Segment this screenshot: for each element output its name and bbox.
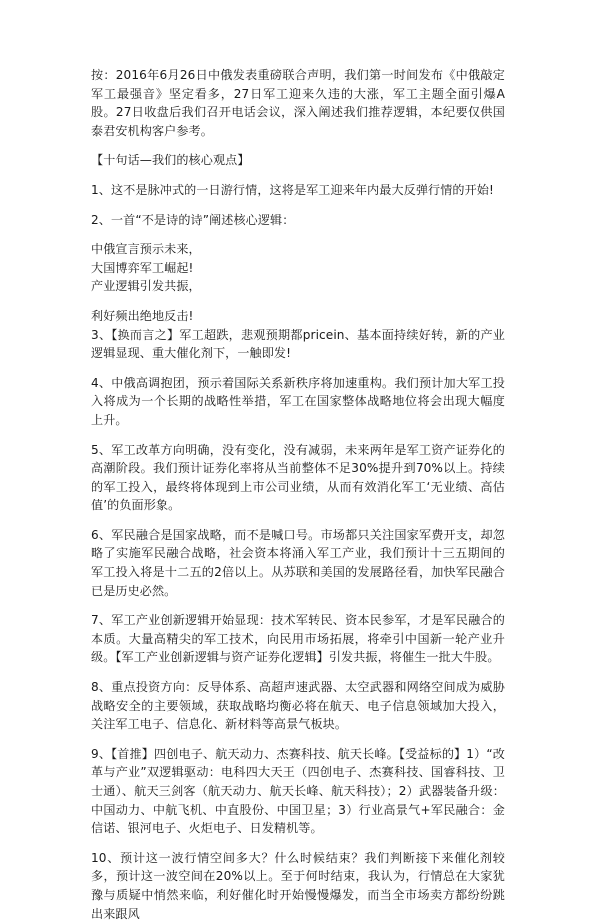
poem-line: 产业逻辑引发共振， [91,279,201,294]
poem-line: 利好频出绝地反击! [91,308,194,323]
poem-line: 中俄宣言预示未来， [91,242,201,257]
point-10: 10、预计这一波行情空间多大？什么时候结束？我们判断接下来催化剂较多，预计这一波空间在20%以上。至于何时结束，我认为，行情总在大家犹豫与质疑中悄然来临，利好催化时开始慢慢爆发，而当全市场卖方都纷纷跳出来跟风 [91,850,505,921]
poem-line: 大国博弈军工崛起! [91,260,194,275]
point-3: 3、【换而言之】军工超跌，悲观预期都pricein、基本面持续好转，新的产业逻辑显现、重大催化剂下，一触即发! [91,327,505,361]
poem-gap [91,296,505,307]
point-7: 7、军工产业创新逻辑开始显现：技术军转民、资本民参军，才是军民融合的本质。大量高精尖的军工技术，向民用市场拓展，将牵引中国新一轮产业升级。【军工产业创新逻辑与资产证券化逻辑】引发共振，将催生一批大牛股。 [91,613,505,665]
point-6: 6、军民融合是国家战略，而不是喊口号。市场都只关注国家军费开支，却忽略了实施军民融合战略，社会资本将涌入军工产业，我们预计十三五期间的军工投入将是十二五的2倍以上。从苏联和美国的发展路径看，加快军民融合已是历史必然。 [91,527,505,598]
point-4: 4、中俄高调抱团，预示着国际关系新秩序将加速重构。我们预计加大军工投入将成为一个长期的战略性举措，军工在国家整体战略地位将会出现大幅度上升。 [91,375,505,427]
section-heading: 【十句话—我们的核心观点】 [91,153,250,168]
intro-paragraph: 按：2016年6月26日中俄发表重磅联合声明，我们第一时间发布《中俄敲定军工最强音》坚定看多，27日军工迎来久违的大涨，军工主题全面引爆A股。27日收盘后我们召开电话会议，深入阐述我们推荐逻辑，本纪要仅供国泰君安机构客户参考。 [91,68,505,138]
point-5: 5、军工改革方向明确，没有变化，没有减弱，未来两年是军工资产证券化的高潮阶段。我们预计证券化率将从当前整体不足30%提升到70%以上。持续的军工投入，最终将体现到上市公司业绩，从而有效消化军工‘无业绩、高估值’的负面形象。 [91,442,505,513]
point-2: 2、一首“不是诗的诗”阐述核心逻辑： [91,212,295,227]
point-8: 8、重点投资方向：反导体系、高超声速武器、太空武器和网络空间成为威胁战略安全的主要领域，获取战略均衡必将在航天、电子信息领域加大投入，关注军工电子、信息化、新材料等高景气板块。 [91,680,505,732]
point-9: 9、【首推】四创电子、航天动力、杰赛科技、航天长峰。【受益标的】1）“改革与产业”双逻辑驱动：电科四大天王（四创电子、杰赛科技、国睿科技、卫士通）、航天三剑客（航天动力、航天长峰、航天科技）；2）武器装备升级：中国动力、中航飞机、中直股份、中国卫星；3）行业高景气+军民融合：金信诺、银河电子、火炬电子、日发精机等。 [91,746,505,836]
document-body [91,66,505,923]
point-1: 1、这不是脉冲式的一日游行情，这将是军工迎来年内最大反弹行情的开始! [91,182,494,197]
